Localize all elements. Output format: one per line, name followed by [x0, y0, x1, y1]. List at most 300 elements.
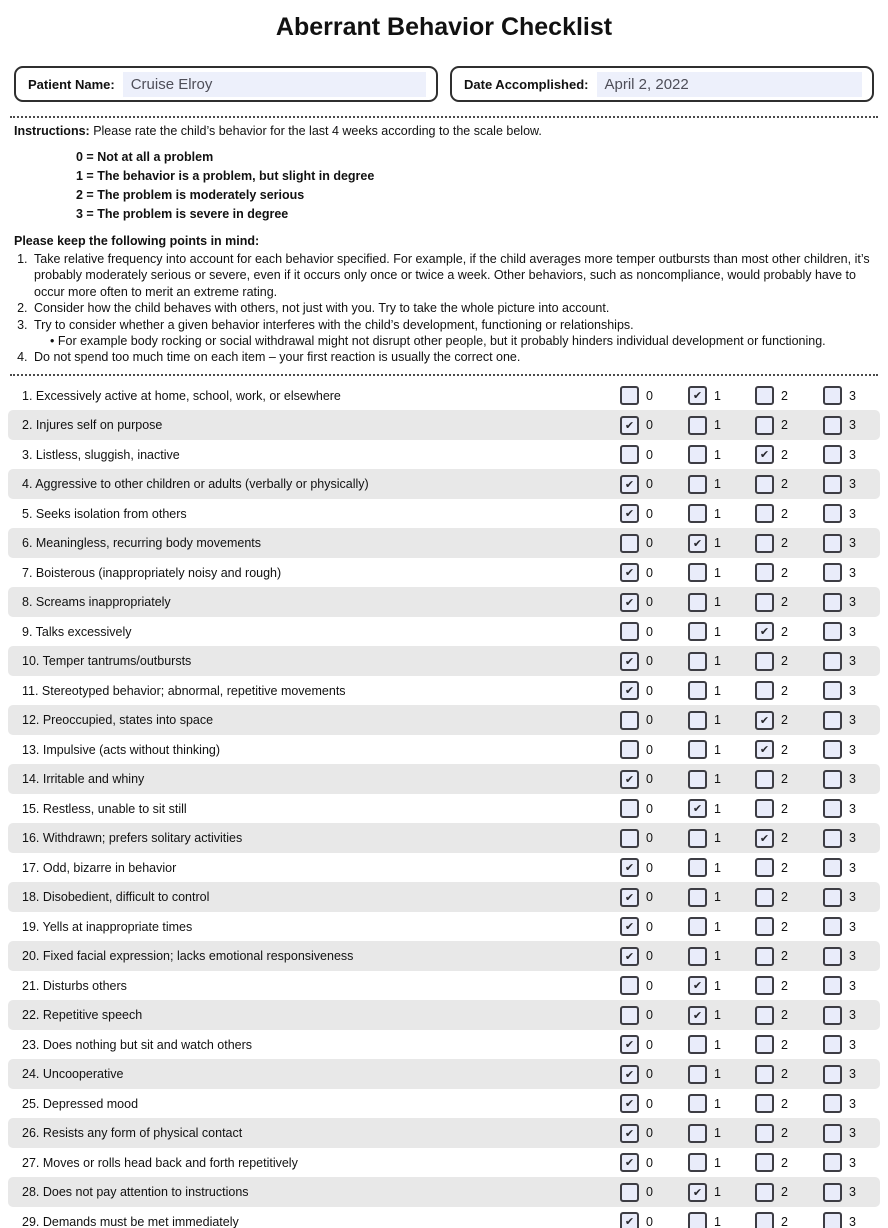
- checkbox-icon[interactable]: [823, 622, 842, 641]
- rating-option-label: 3: [849, 388, 856, 403]
- checkbox-checked-icon[interactable]: [688, 386, 707, 405]
- rating-option-2[interactable]: [755, 622, 788, 641]
- rating-option-label: 3: [849, 506, 856, 521]
- rating-option-0[interactable]: [620, 475, 653, 494]
- rating-option-1[interactable]: [688, 416, 721, 435]
- rating-option-3[interactable]: [823, 1153, 856, 1172]
- rating-option-2[interactable]: [755, 1035, 788, 1054]
- checkbox-checked-icon[interactable]: [620, 475, 639, 494]
- checklist-row: [8, 882, 880, 912]
- rating-option-2[interactable]: [755, 711, 788, 730]
- rating-option-3[interactable]: [823, 770, 856, 789]
- rating-option-0[interactable]: [620, 829, 653, 848]
- rating-option-label: 3: [849, 801, 856, 816]
- rating-option-label: 2: [781, 949, 788, 964]
- rating-option-2[interactable]: [755, 445, 788, 464]
- rating-option-1[interactable]: [688, 1124, 721, 1143]
- rating-option-0[interactable]: [620, 416, 653, 435]
- item-label: 23. Does nothing but sit and watch others: [22, 1037, 253, 1052]
- rating-option-2[interactable]: [755, 947, 788, 966]
- checkbox-icon[interactable]: [688, 475, 707, 494]
- rating-option-3[interactable]: [823, 1006, 856, 1025]
- rating-option-2[interactable]: [755, 1094, 788, 1113]
- checkbox-icon[interactable]: [688, 1153, 707, 1172]
- checkbox-icon[interactable]: [755, 1212, 774, 1228]
- checkbox-icon[interactable]: [755, 475, 774, 494]
- rating-option-1[interactable]: [688, 475, 721, 494]
- checkbox-checked-icon[interactable]: [620, 1212, 639, 1228]
- checkbox-icon[interactable]: [823, 475, 842, 494]
- checklist-row: [8, 1148, 880, 1178]
- rating-option-1[interactable]: [688, 740, 721, 759]
- checkbox-checked-icon[interactable]: [620, 1124, 639, 1143]
- rating-option-label: 1: [714, 654, 721, 669]
- rating-option-0[interactable]: [620, 888, 653, 907]
- checkbox-icon[interactable]: [755, 563, 774, 582]
- rating-option-2[interactable]: [755, 740, 788, 759]
- date-accomplished-field: [450, 66, 874, 102]
- rating-option-label: 1: [714, 978, 721, 993]
- rating-option-label: 0: [646, 418, 653, 433]
- checkbox-icon[interactable]: [620, 445, 639, 464]
- checkbox-icon[interactable]: [688, 416, 707, 435]
- rating-option-3[interactable]: [823, 1035, 856, 1054]
- rating-option-3[interactable]: [823, 858, 856, 877]
- checkbox-icon[interactable]: [755, 799, 774, 818]
- rating-option-0[interactable]: [620, 976, 653, 995]
- checkbox-icon[interactable]: [620, 534, 639, 553]
- rating-option-1[interactable]: [688, 445, 721, 464]
- rating-option-label: 3: [849, 1155, 856, 1170]
- rating-option-label: 0: [646, 536, 653, 551]
- item-label: 2. Injures self on purpose: [22, 418, 163, 433]
- item-label: 26. Resists any form of physical contact: [22, 1126, 243, 1141]
- rating-option-1[interactable]: [688, 947, 721, 966]
- rating-option-2[interactable]: [755, 416, 788, 435]
- checkbox-icon[interactable]: [755, 386, 774, 405]
- rating-option-3[interactable]: [823, 947, 856, 966]
- rating-option-0[interactable]: [620, 858, 653, 877]
- rating-option-0[interactable]: [620, 386, 653, 405]
- rating-option-1[interactable]: [688, 858, 721, 877]
- checkbox-icon[interactable]: [620, 711, 639, 730]
- checkbox-icon[interactable]: [823, 917, 842, 936]
- rating-option-3[interactable]: [823, 829, 856, 848]
- checkbox-checked-icon[interactable]: [688, 1006, 707, 1025]
- rating-option-0[interactable]: [620, 1035, 653, 1054]
- rating-option-label: 1: [714, 1155, 721, 1170]
- rating-option-1[interactable]: [688, 1065, 721, 1084]
- point-sub-text: For example body rocking or social withdrawal might not disrupt other people, but it probably hinders individual development or functioning.: [57, 334, 826, 349]
- checkbox-checked-icon[interactable]: [620, 770, 639, 789]
- checklist-row: [8, 794, 880, 824]
- checkbox-icon[interactable]: [823, 652, 842, 671]
- header-fields: [14, 66, 874, 102]
- rating-option-label: 1: [714, 595, 721, 610]
- rating-option-2[interactable]: [755, 829, 788, 848]
- item-label: 12. Preoccupied, states into space: [22, 713, 214, 728]
- checkbox-icon[interactable]: [755, 1094, 774, 1113]
- checklist-row: [8, 1207, 880, 1228]
- rating-option-2[interactable]: [755, 917, 788, 936]
- checkbox-icon[interactable]: [823, 740, 842, 759]
- checkbox-icon[interactable]: [688, 652, 707, 671]
- rating-option-2[interactable]: [755, 1006, 788, 1025]
- item-label: 29. Demands must be met immediately: [22, 1214, 239, 1228]
- rating-option-3[interactable]: [823, 534, 856, 553]
- checkbox-icon[interactable]: [823, 858, 842, 877]
- checkbox-icon[interactable]: [688, 711, 707, 730]
- checkbox-checked-icon[interactable]: [688, 799, 707, 818]
- checklist: [0, 381, 888, 1228]
- checkbox-icon[interactable]: [755, 858, 774, 877]
- checkbox-icon[interactable]: [688, 1212, 707, 1228]
- checkbox-checked-icon[interactable]: [620, 888, 639, 907]
- rating-option-1[interactable]: [688, 386, 721, 405]
- rating-option-label: 3: [849, 1008, 856, 1023]
- separator-list: [10, 374, 878, 376]
- rating-option-1[interactable]: [688, 1006, 721, 1025]
- rating-option-label: 3: [849, 1096, 856, 1111]
- checkbox-checked-icon[interactable]: [620, 1065, 639, 1084]
- checkbox-icon[interactable]: [688, 1035, 707, 1054]
- checkbox-icon[interactable]: [823, 504, 842, 523]
- rating-option-label: 0: [646, 565, 653, 580]
- checkbox-icon[interactable]: [823, 711, 842, 730]
- checkbox-icon[interactable]: [620, 1183, 639, 1202]
- checkbox-icon[interactable]: [688, 593, 707, 612]
- checkbox-icon[interactable]: [823, 799, 842, 818]
- rating-option-label: 3: [849, 654, 856, 669]
- rating-option-2[interactable]: [755, 652, 788, 671]
- checkbox-icon[interactable]: [823, 1212, 842, 1228]
- rating-option-1[interactable]: [688, 711, 721, 730]
- rating-option-3[interactable]: [823, 593, 856, 612]
- rating-option-label: 3: [849, 447, 856, 462]
- rating-option-0[interactable]: [620, 534, 653, 553]
- rating-option-3[interactable]: [823, 504, 856, 523]
- checklist-row: [8, 705, 880, 735]
- rating-option-label: 3: [849, 1185, 856, 1200]
- checkbox-checked-icon[interactable]: [688, 1183, 707, 1202]
- checkbox-icon[interactable]: [688, 504, 707, 523]
- rating-option-1[interactable]: [688, 504, 721, 523]
- checkbox-checked-icon[interactable]: [688, 534, 707, 553]
- checkbox-icon[interactable]: [823, 1065, 842, 1084]
- rating-option-0[interactable]: [620, 1006, 653, 1025]
- rating-option-2[interactable]: [755, 858, 788, 877]
- rating-option-1[interactable]: [688, 1153, 721, 1172]
- checklist-row: [8, 587, 880, 617]
- rating-option-label: 1: [714, 388, 721, 403]
- rating-option-3[interactable]: [823, 888, 856, 907]
- checkbox-icon[interactable]: [755, 1035, 774, 1054]
- rating-option-3[interactable]: [823, 416, 856, 435]
- checkbox-icon[interactable]: [620, 829, 639, 848]
- checkbox-icon[interactable]: [620, 386, 639, 405]
- checkbox-checked-icon[interactable]: [620, 593, 639, 612]
- rating-option-1[interactable]: [688, 976, 721, 995]
- rating-option-2[interactable]: [755, 475, 788, 494]
- checkbox-icon[interactable]: [688, 1065, 707, 1084]
- checkbox-checked-icon[interactable]: [620, 1094, 639, 1113]
- rating-option-label: 3: [849, 890, 856, 905]
- rating-option-label: 0: [646, 801, 653, 816]
- checkbox-icon[interactable]: [755, 504, 774, 523]
- rating-option-2[interactable]: [755, 386, 788, 405]
- rating-option-3[interactable]: [823, 740, 856, 759]
- checkbox-icon[interactable]: [755, 976, 774, 995]
- checkbox-icon[interactable]: [823, 563, 842, 582]
- checkbox-icon[interactable]: [823, 1094, 842, 1113]
- checkbox-icon[interactable]: [688, 681, 707, 700]
- checkbox-checked-icon[interactable]: [620, 947, 639, 966]
- checkbox-checked-icon[interactable]: [620, 681, 639, 700]
- checkbox-checked-icon[interactable]: [688, 976, 707, 995]
- rating-option-3[interactable]: [823, 445, 856, 464]
- rating-option-2[interactable]: [755, 1212, 788, 1228]
- rating-option-label: 2: [781, 919, 788, 934]
- rating-option-2[interactable]: [755, 504, 788, 523]
- checkbox-checked-icon[interactable]: [755, 740, 774, 759]
- checkbox-checked-icon[interactable]: [620, 917, 639, 936]
- checkbox-checked-icon[interactable]: [620, 504, 639, 523]
- checkbox-icon[interactable]: [755, 947, 774, 966]
- rating-option-0[interactable]: [620, 947, 653, 966]
- rating-option-label: 1: [714, 447, 721, 462]
- checkbox-icon[interactable]: [755, 917, 774, 936]
- checkbox-icon[interactable]: [755, 1153, 774, 1172]
- rating-option-2[interactable]: [755, 534, 788, 553]
- rating-option-0[interactable]: [620, 1212, 653, 1228]
- rating-option-label: 2: [781, 742, 788, 757]
- rating-option-label: 3: [849, 1126, 856, 1141]
- checkbox-icon[interactable]: [755, 770, 774, 789]
- rating-option-3[interactable]: [823, 1212, 856, 1228]
- checkbox-icon[interactable]: [823, 445, 842, 464]
- rating-option-label: 2: [781, 624, 788, 639]
- checkbox-icon[interactable]: [755, 888, 774, 907]
- point-item: [31, 251, 874, 300]
- checkbox-icon[interactable]: [823, 593, 842, 612]
- rating-option-label: 0: [646, 506, 653, 521]
- checkbox-icon[interactable]: [755, 681, 774, 700]
- rating-option-1[interactable]: [688, 829, 721, 848]
- rating-option-label: 2: [781, 1185, 788, 1200]
- rating-option-0[interactable]: [620, 1124, 653, 1143]
- rating-option-0[interactable]: [620, 504, 653, 523]
- checkbox-icon[interactable]: [823, 1153, 842, 1172]
- checkbox-checked-icon[interactable]: [755, 711, 774, 730]
- rating-option-label: 3: [849, 949, 856, 964]
- rating-option-1[interactable]: [688, 652, 721, 671]
- rating-option-0[interactable]: [620, 1183, 653, 1202]
- checkbox-icon[interactable]: [823, 888, 842, 907]
- checkbox-icon[interactable]: [823, 1124, 842, 1143]
- checkbox-checked-icon[interactable]: [755, 829, 774, 848]
- rating-option-3[interactable]: [823, 475, 856, 494]
- checkbox-icon[interactable]: [688, 622, 707, 641]
- rating-option-0[interactable]: [620, 1065, 653, 1084]
- checkbox-icon[interactable]: [755, 416, 774, 435]
- checkbox-icon[interactable]: [755, 1183, 774, 1202]
- checkbox-icon[interactable]: [688, 1094, 707, 1113]
- rating-option-1[interactable]: [688, 622, 721, 641]
- rating-option-0[interactable]: [620, 740, 653, 759]
- checkbox-icon[interactable]: [823, 386, 842, 405]
- rating-option-1[interactable]: [688, 888, 721, 907]
- checkbox-icon[interactable]: [823, 416, 842, 435]
- checkbox-icon[interactable]: [755, 652, 774, 671]
- rating-option-0[interactable]: [620, 799, 653, 818]
- checkbox-icon[interactable]: [688, 1124, 707, 1143]
- rating-option-2[interactable]: [755, 1065, 788, 1084]
- rating-option-3[interactable]: [823, 652, 856, 671]
- rating-option-0[interactable]: [620, 1094, 653, 1113]
- date-accomplished-input[interactable]: April 2, 2022: [597, 72, 863, 97]
- rating-option-label: 2: [781, 565, 788, 580]
- rating-option-3[interactable]: [823, 563, 856, 582]
- rating-option-1[interactable]: [688, 681, 721, 700]
- checkbox-checked-icon[interactable]: [620, 858, 639, 877]
- rating-option-3[interactable]: [823, 711, 856, 730]
- patient-name-input[interactable]: Cruise Elroy: [123, 72, 426, 97]
- patient-name-field: [14, 66, 438, 102]
- rating-option-0[interactable]: [620, 711, 653, 730]
- rating-option-0[interactable]: [620, 681, 653, 700]
- checkbox-icon[interactable]: [688, 563, 707, 582]
- checkbox-icon[interactable]: [823, 770, 842, 789]
- rating-option-0[interactable]: [620, 652, 653, 671]
- rating-option-1[interactable]: [688, 799, 721, 818]
- rating-option-label: 2: [781, 860, 788, 875]
- rating-option-1[interactable]: [688, 1094, 721, 1113]
- item-label: 5. Seeks isolation from others: [22, 506, 187, 521]
- rating-option-3[interactable]: [823, 1094, 856, 1113]
- rating-option-3[interactable]: [823, 681, 856, 700]
- rating-option-3[interactable]: [823, 386, 856, 405]
- checkbox-icon[interactable]: [755, 1124, 774, 1143]
- checkbox-icon[interactable]: [688, 740, 707, 759]
- rating-option-label: 1: [714, 890, 721, 905]
- checkbox-icon[interactable]: [823, 947, 842, 966]
- checkbox-icon[interactable]: [688, 917, 707, 936]
- rating-option-label: 3: [849, 624, 856, 639]
- rating-option-label: 2: [781, 477, 788, 492]
- rating-option-label: 1: [714, 919, 721, 934]
- checkbox-icon[interactable]: [688, 770, 707, 789]
- rating-option-2[interactable]: [755, 681, 788, 700]
- point-item: [31, 317, 874, 350]
- rating-option-2[interactable]: [755, 799, 788, 818]
- checkbox-icon[interactable]: [823, 1183, 842, 1202]
- rating-option-2[interactable]: [755, 976, 788, 995]
- rating-option-label: 3: [849, 1067, 856, 1082]
- rating-option-1[interactable]: [688, 917, 721, 936]
- rating-option-2[interactable]: [755, 770, 788, 789]
- checkbox-icon[interactable]: [823, 681, 842, 700]
- checkbox-checked-icon[interactable]: [755, 622, 774, 641]
- rating-option-1[interactable]: [688, 1035, 721, 1054]
- checkbox-icon[interactable]: [755, 534, 774, 553]
- rating-option-1[interactable]: [688, 534, 721, 553]
- rating-option-2[interactable]: [755, 1124, 788, 1143]
- rating-option-0[interactable]: [620, 1153, 653, 1172]
- rating-option-2[interactable]: [755, 888, 788, 907]
- rating-option-1[interactable]: [688, 593, 721, 612]
- rating-option-3[interactable]: [823, 1124, 856, 1143]
- rating-option-3[interactable]: [823, 1065, 856, 1084]
- checkbox-icon[interactable]: [688, 858, 707, 877]
- rating-option-3[interactable]: [823, 799, 856, 818]
- checkbox-icon[interactable]: [823, 829, 842, 848]
- rating-option-0[interactable]: [620, 445, 653, 464]
- checkbox-icon[interactable]: [755, 1065, 774, 1084]
- checkbox-icon[interactable]: [688, 445, 707, 464]
- checkbox-icon[interactable]: [620, 1006, 639, 1025]
- rating-option-2[interactable]: [755, 593, 788, 612]
- item-label: 22. Repetitive speech: [22, 1008, 143, 1023]
- rating-option-1[interactable]: [688, 1212, 721, 1228]
- rating-option-1[interactable]: [688, 770, 721, 789]
- rating-option-1[interactable]: [688, 563, 721, 582]
- checkbox-icon[interactable]: [620, 622, 639, 641]
- rating-option-0[interactable]: [620, 593, 653, 612]
- checkbox-icon[interactable]: [823, 1006, 842, 1025]
- checkbox-icon[interactable]: [823, 1035, 842, 1054]
- rating-option-3[interactable]: [823, 917, 856, 936]
- rating-option-3[interactable]: [823, 976, 856, 995]
- rating-option-0[interactable]: [620, 622, 653, 641]
- rating-option-label: 1: [714, 1096, 721, 1111]
- checkbox-icon[interactable]: [688, 888, 707, 907]
- item-label: 1. Excessively active at home, school, work, or elsewhere: [22, 388, 341, 403]
- checkbox-icon[interactable]: [688, 947, 707, 966]
- rating-option-3[interactable]: [823, 1183, 856, 1202]
- rating-option-0[interactable]: [620, 563, 653, 582]
- rating-option-2[interactable]: [755, 1183, 788, 1202]
- rating-option-1[interactable]: [688, 1183, 721, 1202]
- checkbox-checked-icon[interactable]: [620, 1153, 639, 1172]
- checkbox-checked-icon[interactable]: [620, 416, 639, 435]
- checkbox-checked-icon[interactable]: [755, 445, 774, 464]
- points-list: [14, 251, 874, 366]
- checklist-row: [8, 440, 880, 470]
- checkbox-icon[interactable]: [823, 976, 842, 995]
- checkbox-icon[interactable]: [755, 1006, 774, 1025]
- checkbox-checked-icon[interactable]: [620, 1035, 639, 1054]
- item-label: 27. Moves or rolls head back and forth repetitively: [22, 1155, 298, 1170]
- rating-option-0[interactable]: [620, 917, 653, 936]
- rating-option-3[interactable]: [823, 622, 856, 641]
- rating-option-2[interactable]: [755, 563, 788, 582]
- checkbox-icon[interactable]: [620, 740, 639, 759]
- rating-option-label: 0: [646, 742, 653, 757]
- checkbox-icon[interactable]: [620, 799, 639, 818]
- rating-option-label: 0: [646, 595, 653, 610]
- rating-option-2[interactable]: [755, 1153, 788, 1172]
- checkbox-icon[interactable]: [688, 829, 707, 848]
- checkbox-icon[interactable]: [823, 534, 842, 553]
- rating-option-label: 1: [714, 1067, 721, 1082]
- rating-option-label: 1: [714, 1214, 721, 1228]
- checkbox-checked-icon[interactable]: [620, 652, 639, 671]
- rating-option-0[interactable]: [620, 770, 653, 789]
- checkbox-icon[interactable]: [755, 593, 774, 612]
- rating-option-label: 3: [849, 536, 856, 551]
- checkbox-icon[interactable]: [620, 976, 639, 995]
- checkbox-checked-icon[interactable]: [620, 563, 639, 582]
